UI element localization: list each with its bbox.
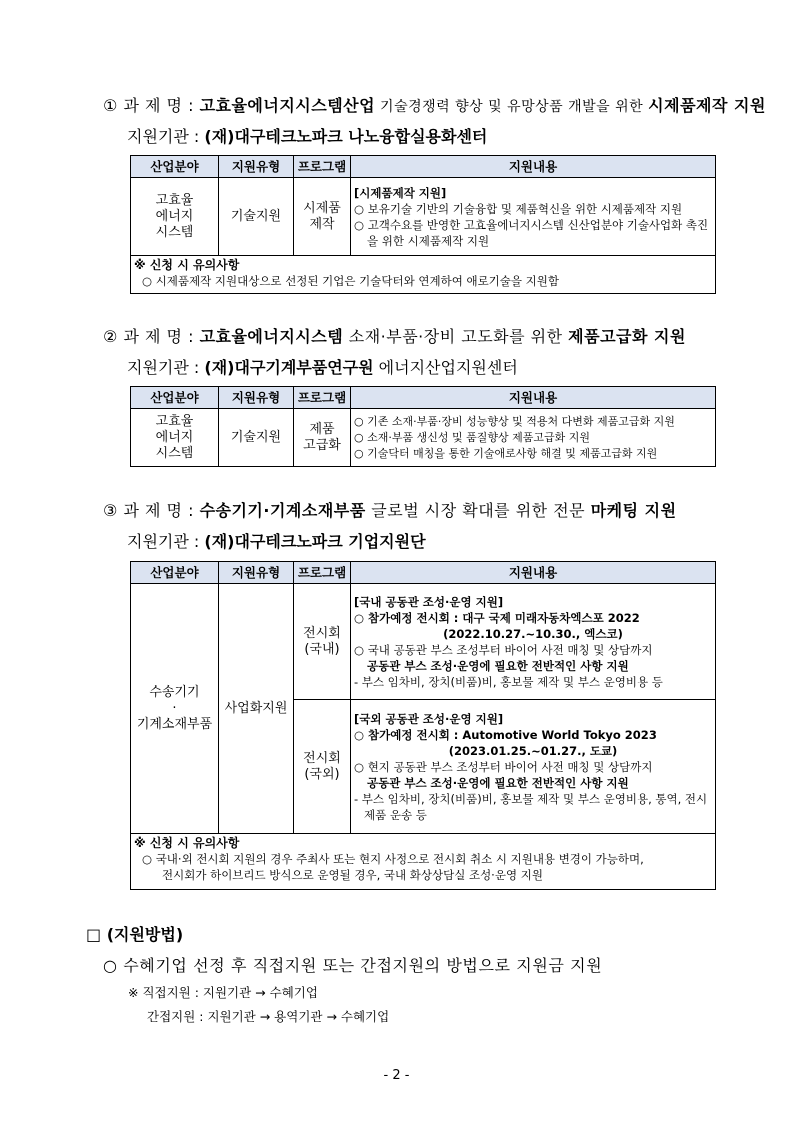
cell-type: 사업화지원 — [219, 584, 294, 834]
notice-text: ○ 시제품제작 지원대상으로 선정된 기업은 기술닥터와 연계하여 애로기술을 지원함 — [142, 274, 559, 288]
cell-content — [351, 409, 716, 467]
header-program: 프로그램 — [294, 156, 351, 178]
project-2-label: 과 제 명 : — [123, 327, 194, 346]
content-title: [국내 공동관 조성·운영 지원] — [354, 594, 504, 609]
cell-industry: 고효율 에너지 시스템 — [131, 178, 219, 256]
project-1-table — [130, 155, 716, 294]
content-title: [시제품제작 지원] — [354, 185, 447, 200]
header-type: 지원유형 — [219, 156, 294, 178]
project-1-title — [103, 93, 766, 116]
support-method-title: □ (지원방법) — [86, 925, 184, 944]
project-2-title-mid: 소재·부품·장비 고도화를 위한 — [343, 327, 569, 346]
content-item: ○ 소재·부품 생신성 및 품질향상 제품고급화 지원 — [354, 430, 590, 444]
cell-type: 기술지원 — [219, 409, 294, 467]
header-industry: 산업분야 — [131, 156, 219, 178]
direct-support: ※ 직접지원 : 지원기관 → 수혜기업 — [128, 985, 318, 1000]
project-3-table — [130, 561, 716, 890]
indirect-support: 간접지원 : 지원기관 → 용역기관 → 수혜기업 — [147, 1009, 390, 1024]
cell-industry: 수송기기 · 기계소재부품 — [131, 584, 219, 834]
page-number: - 2 - — [383, 1068, 410, 1083]
header-content: 지원내용 — [351, 156, 716, 178]
cell-industry: 고효율 에너지 시스템 — [131, 409, 219, 467]
project-2-table — [130, 386, 716, 467]
header-type: 지원유형 — [219, 387, 294, 409]
agency-label: 지원기관 : — [127, 127, 200, 146]
project-3-agency — [127, 529, 426, 552]
project-2-number: ② — [103, 327, 118, 346]
project-3-label: 과 제 명 : — [123, 501, 194, 520]
content-item-date: (2022.10.27.~10.30., 엑스코) — [443, 626, 623, 641]
content-title: [국외 공동관 조성·운영 지원] — [354, 711, 504, 726]
project-3-title-mid: 글로벌 시장 확대를 위한 전문 — [365, 501, 591, 520]
cell-program-overseas: 전시회 (국외) — [294, 700, 351, 834]
content-item: ○ 국내 공동관 부스 조성부터 바이어 사전 매칭 및 상담까지 — [354, 642, 653, 657]
project-2-title-bold2: 제품고급화 지원 — [568, 327, 686, 346]
content-item-bold: 공동관 부스 조성·운영에 필요한 전반적인 사항 지원 — [367, 658, 629, 673]
notice-title: ※ 신청 시 유의사항 — [134, 836, 240, 850]
project-2-agency — [127, 355, 518, 378]
header-industry: 산업분야 — [131, 562, 219, 584]
support-method-text: ○ 수혜기업 선정 후 직접지원 또는 간접지원의 방법으로 지원금 지원 — [103, 956, 603, 975]
project-1-title-mid: 기술경쟁력 향상 및 유망상품 개발을 위한 — [375, 99, 649, 115]
project-3-number: ③ — [103, 501, 118, 520]
project-2-title — [103, 324, 686, 347]
notice-cell — [131, 834, 716, 890]
cell-program-domestic: 전시회 (국내) — [294, 584, 351, 700]
notice-cell — [131, 256, 716, 294]
project-1-label: 과 제 명 : — [123, 96, 194, 115]
header-content: 지원내용 — [351, 387, 716, 409]
content-item-date: (2023.01.25.~01.27., 도쿄) — [448, 743, 618, 758]
agency-name: (재)대구테크노파크 기업지원단 — [204, 532, 426, 551]
cell-content-domestic — [351, 584, 716, 700]
content-item: ○ 기술닥터 매칭을 통한 기술애로사항 해결 및 제품고급화 지원 — [354, 446, 658, 460]
project-3-title — [103, 498, 677, 521]
content-item-bold: 공동관 부스 조성·운영에 필요한 전반적인 사항 지원 — [367, 775, 629, 790]
content-item: ○ 보유기술 기반의 기술융합 및 제품혁신을 위한 시제품제작 지원 — [354, 201, 683, 216]
project-2-title-bold1: 고효율에너지시스템 — [199, 327, 344, 346]
header-content: 지원내용 — [351, 562, 716, 584]
agency-name: (재)대구테크노파크 나노융합실용화센터 — [204, 127, 488, 146]
agency-rest: 에너지산업지원센터 — [373, 358, 518, 377]
header-industry: 산업분야 — [131, 387, 219, 409]
content-item: ○ 참가예정 전시회 : Automotive World Tokyo 2023 — [354, 727, 657, 742]
content-item: ○ 고객수요를 반영한 고효율에너지시스템 신산업분야 기술사업화 촉진을 위한 시제품제작 지원 — [354, 217, 709, 248]
notice-text-cont: 전시회가 하이브리드 방식으로 운영될 경우, 국내 화상상담실 조성·운영 지원 — [162, 868, 543, 882]
agency-label: 지원기관 : — [127, 358, 200, 377]
content-item: ○ 참가예정 전시회 : 대구 국제 미래자동차엑스포 2022 — [354, 610, 640, 625]
cell-type: 기술지원 — [219, 178, 294, 256]
cell-program: 제품 고급화 — [294, 409, 351, 467]
project-1-agency — [127, 124, 487, 147]
project-1-title-bold1: 고효율에너지시스템산업 — [199, 96, 376, 115]
project-3-title-bold2: 마케팅 지원 — [590, 501, 677, 520]
cell-content — [351, 178, 716, 256]
project-1-number: ① — [103, 96, 118, 115]
content-item: ○ 기존 소재·부품·장비 성능향상 및 적용처 다변화 제품고급화 지원 — [354, 414, 675, 428]
content-subitem: - 부스 임차비, 장치(비품)비, 홍보물 제작 및 부스 운영비용, 통역, 전시제품 운송 등 — [354, 791, 708, 822]
agency-label: 지원기관 : — [127, 532, 200, 551]
header-program: 프로그램 — [294, 387, 351, 409]
notice-text: ○ 국내·외 전시회 지원의 경우 주최사 또는 현지 사정으로 전시회 취소 시 지원내용 변경이 가능하며, — [142, 852, 644, 866]
project-1-title-bold2: 시제품제작 지원 — [648, 96, 766, 115]
cell-program: 시제품 제작 — [294, 178, 351, 256]
header-type: 지원유형 — [219, 562, 294, 584]
notice-title: ※ 신청 시 유의사항 — [134, 258, 240, 272]
content-item: ○ 현지 공동관 부스 조성부터 바이어 사전 매칭 및 상담까지 — [354, 759, 653, 774]
project-3-title-bold1: 수송기기·기계소재부품 — [199, 501, 366, 520]
cell-content-overseas — [351, 700, 716, 834]
header-program: 프로그램 — [294, 562, 351, 584]
agency-name: (재)대구기계부품연구원 — [204, 358, 374, 377]
content-subitem: - 부스 임차비, 장치(비품)비, 홍보물 제작 및 부스 운영비용 등 — [354, 674, 663, 689]
